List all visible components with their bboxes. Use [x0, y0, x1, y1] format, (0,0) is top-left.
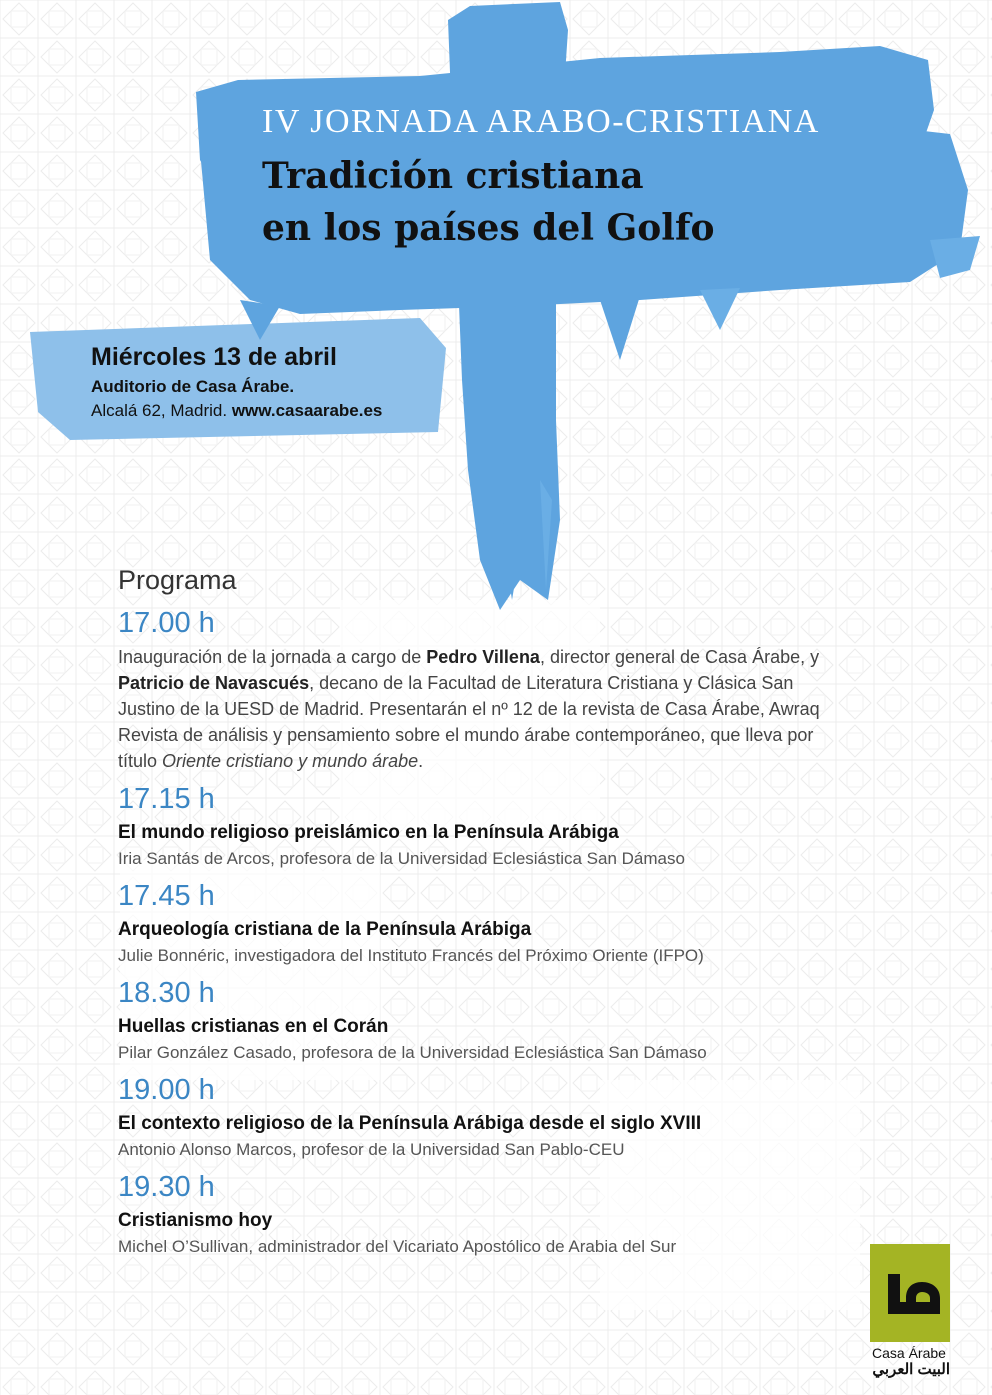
session-speaker: Pilar González Casado, profesora de la Universidad Eclesiástica San Dámaso	[118, 1043, 707, 1062]
event-date: Miércoles 13 de abril	[91, 343, 337, 371]
event-venue: Auditorio de Casa Árabe.	[91, 377, 295, 396]
session-time: 18.30 h	[118, 977, 215, 1009]
logo-glyph-icon	[870, 1244, 950, 1342]
header	[262, 100, 820, 254]
session-title: El mundo religioso preislámico en la Península Arábiga	[118, 822, 619, 843]
desc-name: Pedro Villena	[426, 647, 540, 667]
event-website[interactable]: www.casaarabe.es	[231, 401, 383, 420]
session-time: 17.45 h	[118, 880, 215, 912]
session-title: Arqueología cristiana de la Península Arábiga	[118, 919, 532, 940]
session-speaker: Julie Bonnéric, investigadora del Instituto Francés del Próximo Oriente (IFPO)	[118, 946, 704, 965]
session-speaker: Antonio Alonso Marcos, profesor de la Universidad San Pablo-CEU	[118, 1140, 625, 1159]
event-title-line-2: en los países del Golfo	[262, 207, 715, 249]
session-item	[118, 1071, 828, 1162]
session-time: 17.00 h	[118, 607, 215, 639]
session-item	[118, 780, 828, 871]
desc-text: , decano de la Facultad de Literatura Cristiana y Clásica San Justino de la UESD de Madrid. Presentarán el nº 12 de la revista de Casa Árabe, Awraq Revista de análisis y pensamiento sobre el mundo árabe contemporáneo, que lleva por título	[118, 673, 820, 771]
desc-text: .	[418, 751, 424, 771]
event-series-title: IV JORNADA ARABO-CRISTIANA	[262, 103, 820, 140]
casa-arabe-logo	[870, 1244, 950, 1379]
event-title-line-1: Tradición cristiana	[262, 155, 644, 197]
session-title: Huellas cristianas en el Corán	[118, 1016, 389, 1037]
program	[118, 562, 828, 1259]
desc-name: Patricio de Navascués	[118, 673, 310, 693]
brush-cross-graphic	[0, 0, 992, 620]
session-description	[118, 644, 828, 774]
event-info	[91, 341, 382, 423]
session-speaker: Michel O’Sullivan, administrador del Vicariato Apostólico de Arabia del Sur	[118, 1237, 677, 1256]
logo-mark	[870, 1244, 950, 1342]
desc-text: , director general de Casa Árabe, y	[539, 647, 820, 667]
logo-name-arabic: البيت العربي	[872, 1361, 950, 1378]
session-item	[118, 877, 828, 968]
session-title: Cristianismo hoy	[118, 1210, 273, 1231]
session-time: 19.30 h	[118, 1171, 215, 1203]
desc-publication-title: Oriente cristiano y mundo árabe	[162, 751, 419, 771]
event-address-line	[91, 399, 382, 423]
event-address: Alcalá 62, Madrid.	[91, 401, 228, 420]
desc-text: Inauguración de la jornada a cargo de	[118, 647, 427, 667]
logo-name: Casa Árabe	[872, 1345, 946, 1361]
session-time: 19.00 h	[118, 1074, 215, 1106]
session-opening	[118, 604, 828, 774]
session-item	[118, 1168, 828, 1259]
session-item	[118, 974, 828, 1065]
session-title: El contexto religioso de la Península Arábiga desde el siglo XVIII	[118, 1113, 702, 1134]
program-heading: Programa	[118, 565, 237, 595]
session-time: 17.15 h	[118, 783, 215, 815]
session-speaker: Iria Santás de Arcos, profesora de la Universidad Eclesiástica San Dámaso	[118, 849, 685, 868]
